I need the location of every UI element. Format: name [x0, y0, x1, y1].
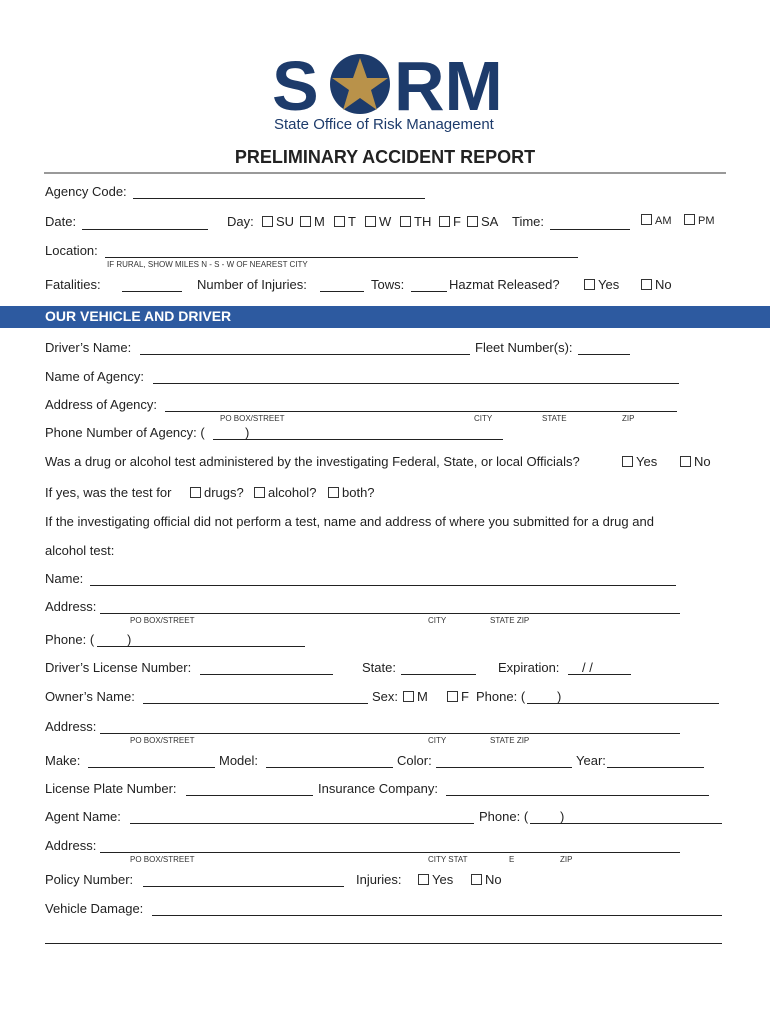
model-label: Model: — [219, 753, 259, 768]
owner-phone-label: Phone: ( — [476, 689, 526, 704]
po-box-caption: PO BOX/STREET — [130, 736, 195, 745]
vehicle-damage-field[interactable] — [152, 915, 722, 916]
test-site-name-field[interactable] — [90, 585, 676, 586]
checkbox-icon — [622, 456, 633, 467]
plate-field[interactable] — [186, 795, 313, 796]
fleet-numbers-field[interactable] — [578, 354, 630, 355]
plate-label: License Plate Number: — [45, 781, 177, 796]
test-site-phone-field[interactable] — [97, 646, 305, 647]
day-checkbox-su[interactable]: SU — [262, 214, 294, 229]
policy-number-label: Policy Number: — [45, 872, 134, 887]
agency-name-label: Name of Agency: — [45, 369, 144, 384]
zip-caption: ZIP — [560, 855, 573, 864]
checkbox-icon — [300, 216, 311, 227]
model-field[interactable] — [266, 767, 393, 768]
time-field[interactable] — [550, 229, 630, 230]
agency-phone-label: Phone Number of Agency: ( — [45, 425, 205, 440]
drug-test-yes-checkbox[interactable]: Yes — [622, 454, 657, 469]
agent-address-label: Address: — [45, 838, 97, 853]
pm-checkbox[interactable]: PM — [684, 214, 715, 227]
insurance-label: Insurance Company: — [318, 781, 438, 796]
state-zip-caption: STATE ZIP — [490, 616, 530, 625]
test-site-phone-label: Phone: ( — [45, 632, 95, 647]
license-state-label: State: — [362, 660, 396, 675]
color-label: Color: — [397, 753, 432, 768]
policy-number-field[interactable] — [143, 886, 344, 887]
sex-m-checkbox[interactable]: M — [403, 689, 428, 704]
hazmat-yes-checkbox[interactable]: Yes — [584, 277, 619, 292]
tows-label: Tows: — [371, 277, 405, 292]
expiration-field[interactable] — [568, 674, 631, 675]
vehicle-damage-field-line-2[interactable] — [45, 943, 722, 944]
hazmat-label: Hazmat Released? — [449, 277, 560, 292]
year-field[interactable] — [607, 767, 704, 768]
drivers-name-field[interactable] — [140, 354, 470, 355]
checkbox-icon — [418, 874, 429, 885]
day-checkbox-f[interactable]: F — [439, 214, 461, 229]
day-checkbox-th[interactable]: TH — [400, 214, 431, 229]
sex-label: Sex: — [372, 689, 399, 704]
agency-name-field[interactable] — [153, 383, 679, 384]
checkbox-icon — [328, 487, 339, 498]
test-site-address-field[interactable] — [100, 613, 680, 614]
make-field[interactable] — [88, 767, 215, 768]
checkbox-icon — [254, 487, 265, 498]
po-box-caption: PO BOX/STREET — [130, 616, 195, 625]
fatalities-label: Fatalities: — [45, 277, 101, 292]
checkbox-icon — [334, 216, 345, 227]
owner-phone-paren: ) — [557, 689, 562, 704]
am-checkbox[interactable]: AM — [641, 214, 672, 227]
agency-code-label: Agency Code: — [45, 184, 127, 199]
fatalities-field[interactable] — [122, 291, 182, 292]
license-state-field[interactable] — [401, 674, 476, 675]
owner-phone-field[interactable] — [527, 703, 719, 704]
day-checkbox-w[interactable]: W — [365, 214, 391, 229]
checkbox-icon — [584, 279, 595, 290]
agent-address-field[interactable] — [100, 852, 680, 853]
state-caption: STATE — [542, 414, 567, 423]
checkbox-icon — [471, 874, 482, 885]
date-label: Date: — [45, 214, 77, 229]
sorm-logo-graphic — [272, 50, 502, 120]
drivers-name-label: Driver’s Name: — [45, 340, 132, 355]
day-checkbox-m[interactable]: M — [300, 214, 325, 229]
checkbox-icon — [439, 216, 450, 227]
svg-text:RM: RM — [394, 50, 502, 120]
agent-phone-field[interactable] — [530, 823, 722, 824]
tows-field[interactable] — [411, 291, 447, 292]
expiration-slashes: / / — [582, 660, 593, 675]
color-field[interactable] — [436, 767, 572, 768]
svg-text:S: S — [272, 50, 319, 120]
fleet-numbers-label: Fleet Number(s): — [475, 340, 573, 355]
state-e-caption: E — [509, 855, 515, 864]
checkbox-icon — [641, 214, 652, 225]
license-number-label: Driver’s License Number: — [45, 660, 192, 675]
agent-phone-label: Phone: ( — [479, 809, 529, 824]
checkbox-icon — [262, 216, 273, 227]
day-checkbox-sa[interactable]: SA — [467, 214, 498, 229]
checkbox-icon — [365, 216, 376, 227]
sex-f-checkbox[interactable]: F — [447, 689, 469, 704]
checkbox-icon — [680, 456, 691, 467]
state-zip-caption: STATE ZIP — [490, 736, 530, 745]
agent-name-field[interactable] — [130, 823, 474, 824]
page-title: PRELIMINARY ACCIDENT REPORT — [234, 147, 536, 167]
checkbox-icon — [400, 216, 411, 227]
not-performed-text-1: If the investigating official did not perform a test, name and address of where you submitted for a drug and — [45, 514, 654, 529]
section-header — [0, 306, 770, 328]
test-site-name-label: Name: — [45, 571, 84, 586]
drugs-checkbox[interactable]: drugs? — [190, 485, 244, 500]
logo-subtitle: State Office of Risk Management — [274, 116, 494, 133]
test-site-address-label: Address: — [45, 599, 97, 614]
alcohol-checkbox[interactable]: alcohol? — [254, 485, 316, 500]
license-number-field[interactable] — [200, 674, 333, 675]
date-field[interactable] — [82, 229, 208, 230]
checkbox-icon — [641, 279, 652, 290]
checkbox-icon — [684, 214, 695, 225]
location-field[interactable] — [105, 257, 578, 258]
agency-phone-field[interactable] — [213, 439, 503, 440]
test-for-label: If yes, was the test for — [45, 485, 172, 500]
day-label: Day: — [227, 214, 254, 229]
checkbox-icon — [467, 216, 478, 227]
injuries-count-field[interactable] — [320, 291, 364, 292]
checkbox-icon — [403, 691, 414, 702]
checkbox-icon — [190, 487, 201, 498]
section-title: OUR VEHICLE AND DRIVER — [45, 308, 232, 324]
city-caption: CITY — [428, 616, 447, 625]
vehicle-damage-label: Vehicle Damage: — [45, 901, 144, 916]
agency-address-label: Address of Agency: — [45, 397, 158, 412]
sorm-logo — [272, 50, 502, 136]
not-performed-text-2: alcohol test: — [45, 543, 115, 558]
agent-name-label: Agent Name: — [45, 809, 121, 824]
agency-phone-paren: ) — [245, 425, 250, 440]
location-label: Location: — [45, 243, 98, 258]
expiration-label: Expiration: — [498, 660, 560, 675]
agency-address-field[interactable] — [165, 411, 677, 412]
time-label: Time: — [512, 214, 545, 229]
insurance-field[interactable] — [446, 795, 709, 796]
city-caption: CITY — [474, 414, 493, 423]
agent-phone-paren: ) — [560, 809, 565, 824]
injuries-count-label: Number of Injuries: — [197, 277, 307, 292]
hazmat-no-checkbox[interactable]: No — [641, 277, 672, 292]
injuries-yes-checkbox[interactable]: Yes — [418, 872, 453, 887]
both-checkbox[interactable]: both? — [328, 485, 375, 500]
zip-caption: ZIP — [622, 414, 635, 423]
owner-address-label: Address: — [45, 719, 97, 734]
po-box-caption: PO BOX/STREET — [220, 414, 285, 423]
po-box-caption: PO BOX/STREET — [130, 855, 195, 864]
city-state-caption: CITY STAT — [428, 855, 468, 864]
drug-test-question: Was a drug or alcohol test administered by the investigating Federal, State, or local Officials? — [45, 454, 580, 469]
make-label: Make: — [45, 753, 81, 768]
drug-test-no-checkbox[interactable]: No — [680, 454, 711, 469]
year-label: Year: — [576, 753, 606, 768]
test-site-phone-paren: ) — [127, 632, 132, 647]
owners-name-field[interactable] — [143, 703, 368, 704]
injuries-no-checkbox[interactable]: No — [471, 872, 502, 887]
owners-name-label: Owner’s Name: — [45, 689, 135, 704]
agency-code-field[interactable] — [133, 198, 425, 199]
day-checkbox-t[interactable]: T — [334, 214, 356, 229]
owner-address-field[interactable] — [100, 733, 680, 734]
injuries-label: Injuries: — [356, 872, 402, 887]
location-hint: IF RURAL, SHOW MILES N - S - W OF NEAREST CITY — [107, 260, 308, 269]
city-caption: CITY — [428, 736, 447, 745]
checkbox-icon — [447, 691, 458, 702]
title-divider — [44, 172, 726, 174]
